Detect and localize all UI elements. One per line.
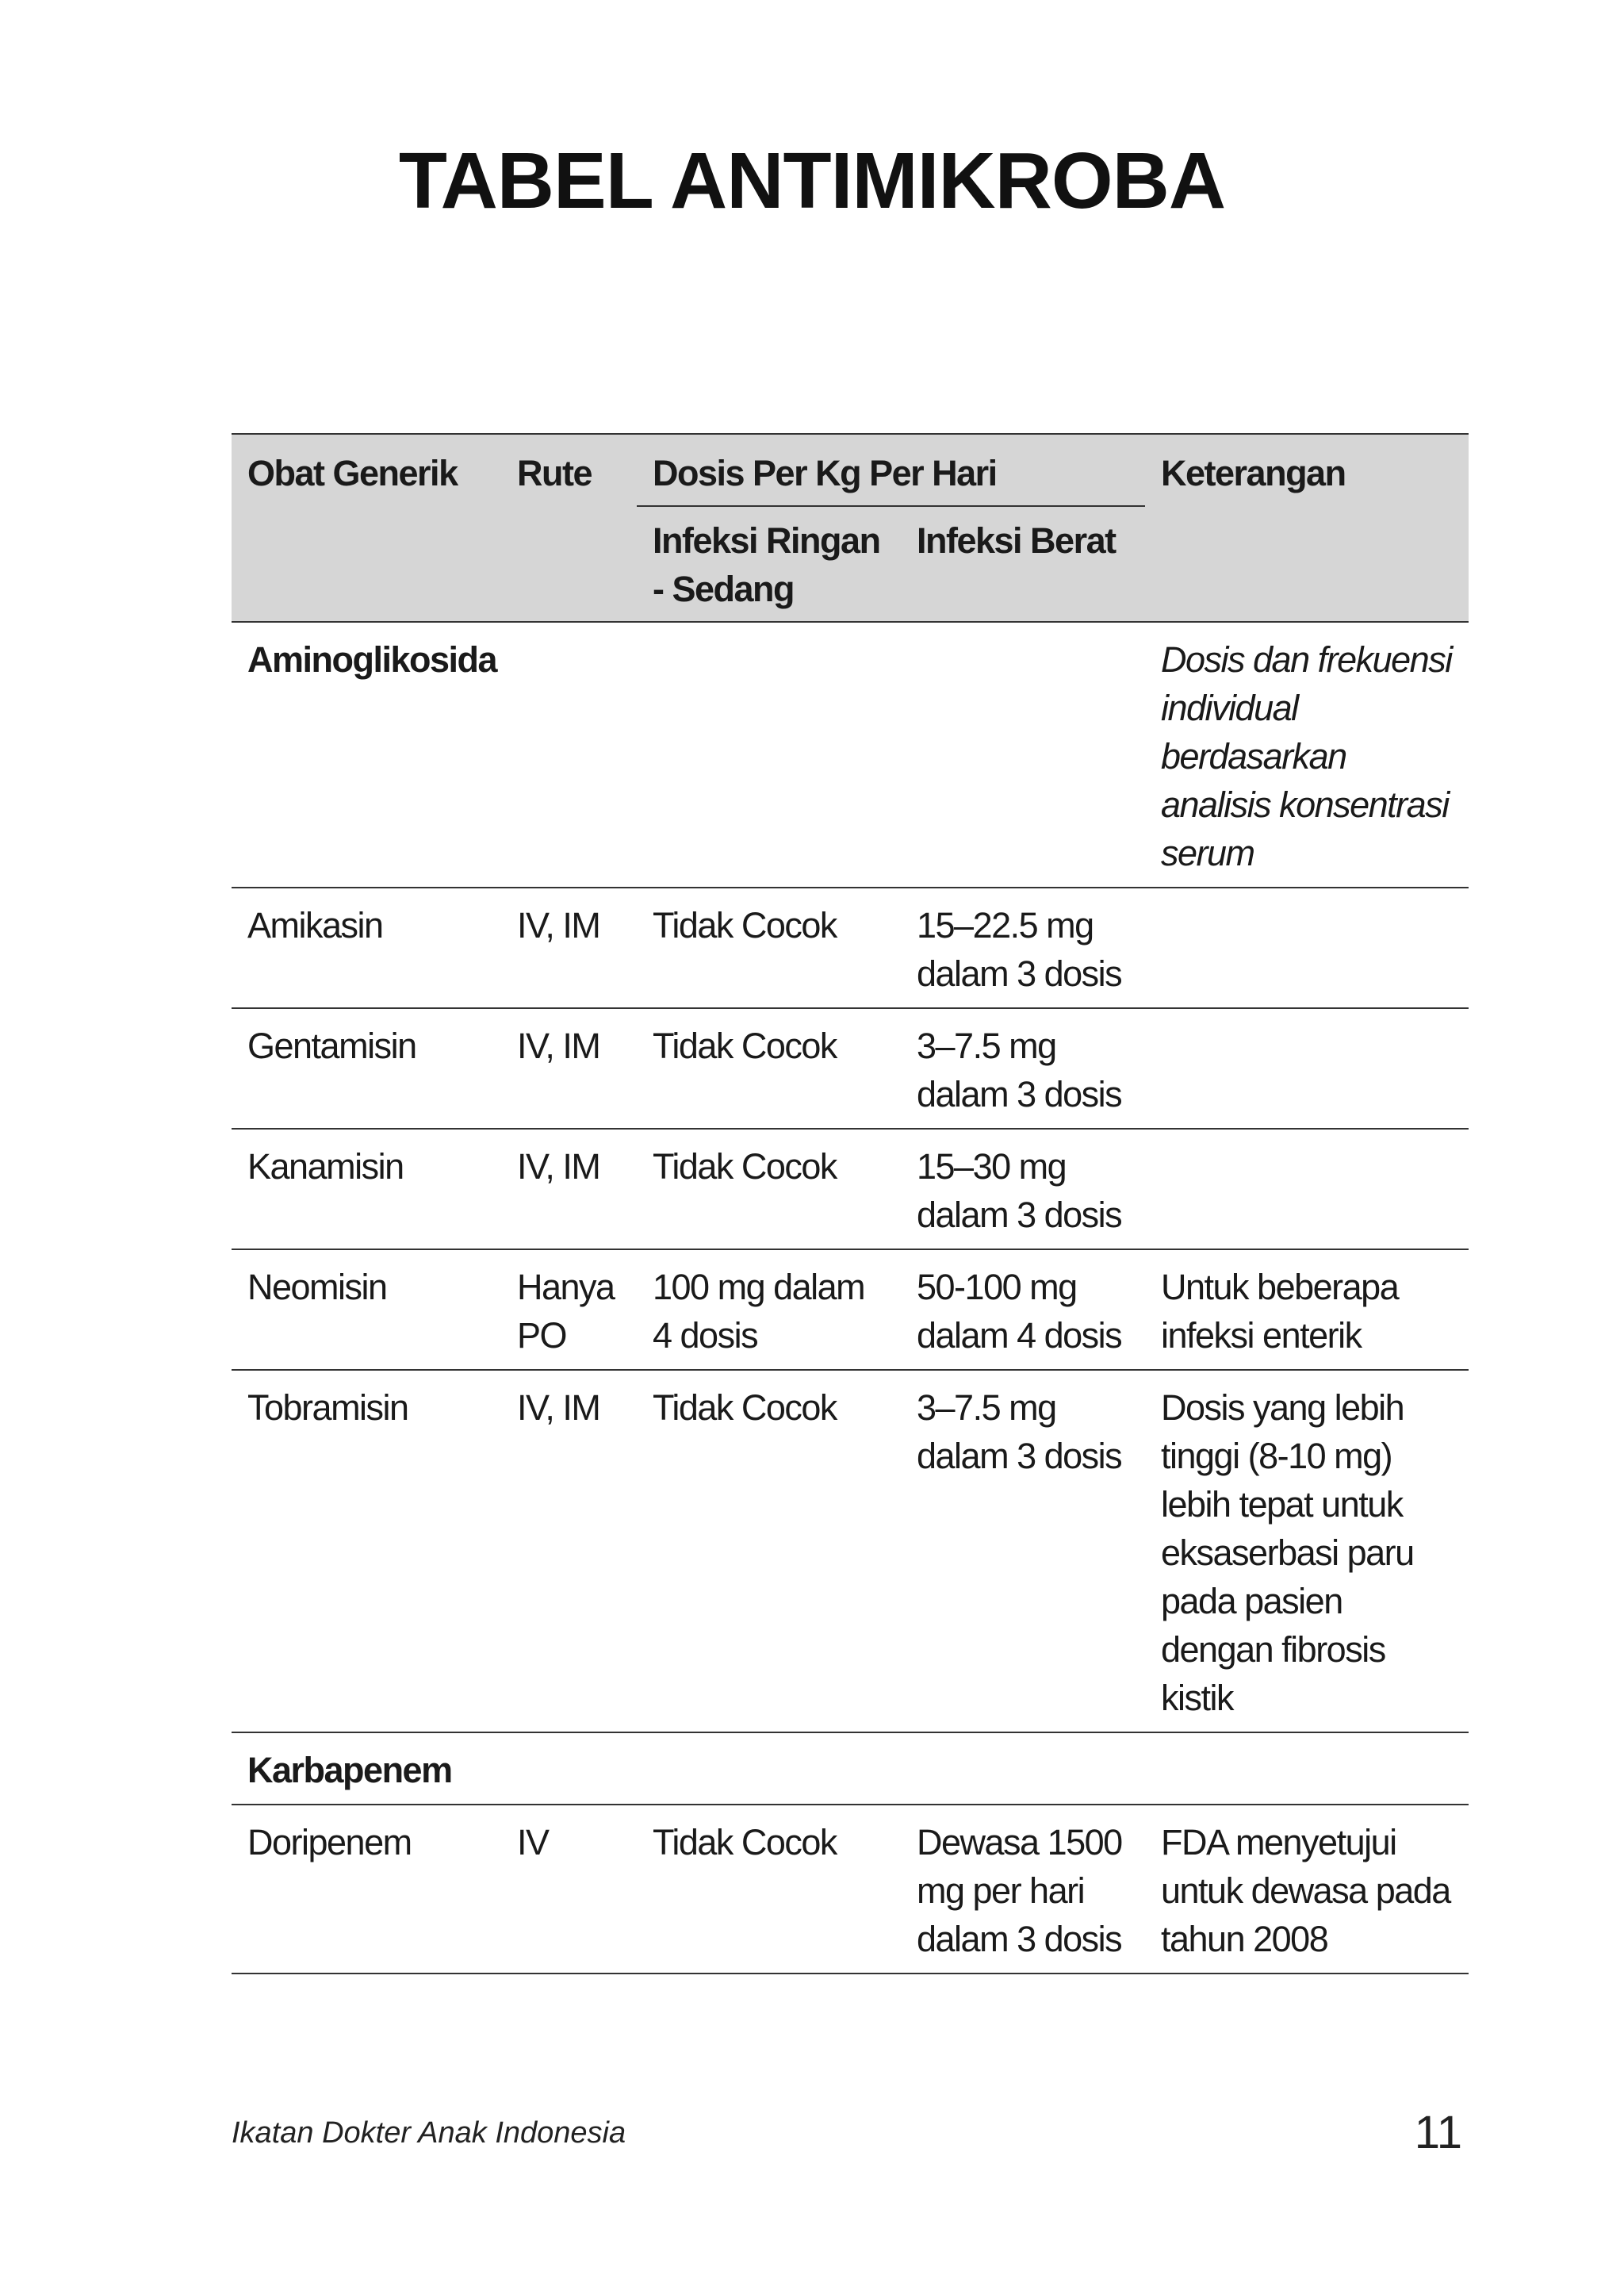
cell-mild-dose: Tidak Cocok [653,1146,837,1187]
table-row [232,1008,1469,1129]
header-dose-group: Dosis Per Kg Per Hari [637,434,1145,506]
footer-publisher: Ikatan Dokter Anak Indonesia [232,2116,626,2150]
cell-drug: Kanamisin [247,1146,404,1187]
cell-route: IV, IM [517,1387,600,1428]
cell-severe-dose: 3–7.5 mg dalam 3 dosis [917,1387,1122,1476]
cell-drug: Gentamisin [247,1026,416,1066]
table-body [232,622,1469,1974]
cell-drug: Doripenem [247,1822,412,1862]
cell-notes [1145,888,1469,1008]
group-row [232,622,1469,888]
cell-route: IV, IM [517,1146,600,1187]
cell-drug: Amikasin [247,905,383,946]
cell-severe-dose: 3–7.5 mg dalam 3 dosis [917,1026,1122,1114]
cell-severe-dose: 15–30 mg dalam 3 dosis [917,1146,1122,1235]
page-title: TABEL ANTIMIKROBA [398,136,1226,225]
cell-mild-dose: Tidak Cocok [653,1026,837,1066]
group-name: Aminoglikosida [247,639,497,680]
cell-route: IV [517,1822,549,1862]
cell-mild-dose: 100 mg dalam 4 dosis [653,1267,865,1356]
cell-drug: Neomisin [247,1267,387,1307]
cell-notes: Untuk beberapa infeksi enterik [1161,1267,1399,1356]
header-route: Rute [501,434,637,622]
header-mild: Infeksi Ringan - Sedang [637,506,901,622]
table-row [232,1249,1469,1370]
cell-notes [1145,1129,1469,1249]
antimicrobial-table-container [232,433,1469,1974]
group-name: Karbapenem [247,1750,452,1790]
table-row [232,1370,1469,1732]
cell-mild-dose: Tidak Cocok [653,1387,837,1428]
cell-notes [1145,1008,1469,1129]
cell-mild-dose: Tidak Cocok [653,1822,837,1862]
cell-route: IV, IM [517,905,600,946]
table-row [232,1805,1469,1974]
header-severe: Infeksi Berat [901,506,1145,622]
group-note [1145,1732,1469,1805]
group-row [232,1732,1469,1805]
table-row [232,888,1469,1008]
header-notes: Keterangan [1145,434,1469,622]
cell-severe-dose: Dewasa 1500 mg per hari dalam 3 dosis [917,1822,1122,1959]
cell-mild-dose: Tidak Cocok [653,905,837,946]
cell-drug: Tobramisin [247,1387,408,1428]
cell-notes: FDA menyetujui untuk dewasa pada tahun 2008 [1161,1822,1450,1959]
header-drug: Obat Generik [232,434,501,622]
cell-severe-dose: 50-100 mg dalam 4 dosis [917,1267,1122,1356]
cell-severe-dose: 15–22.5 mg dalam 3 dosis [917,905,1122,994]
page-number: 11 [1414,2107,1462,2158]
table-header [232,434,1469,622]
table-row [232,1129,1469,1249]
cell-notes: Dosis yang lebih tinggi (8-10 mg) lebih tepat untuk eksaserbasi paru pada pasien dengan fibrosis kistik [1161,1387,1414,1718]
cell-route: IV, IM [517,1026,600,1066]
antimicrobial-table [232,433,1469,1974]
cell-route: Hanya PO [517,1267,615,1356]
group-note: Dosis dan frekuensi individual berdasarkan analisis konsentrasi serum [1161,639,1452,873]
